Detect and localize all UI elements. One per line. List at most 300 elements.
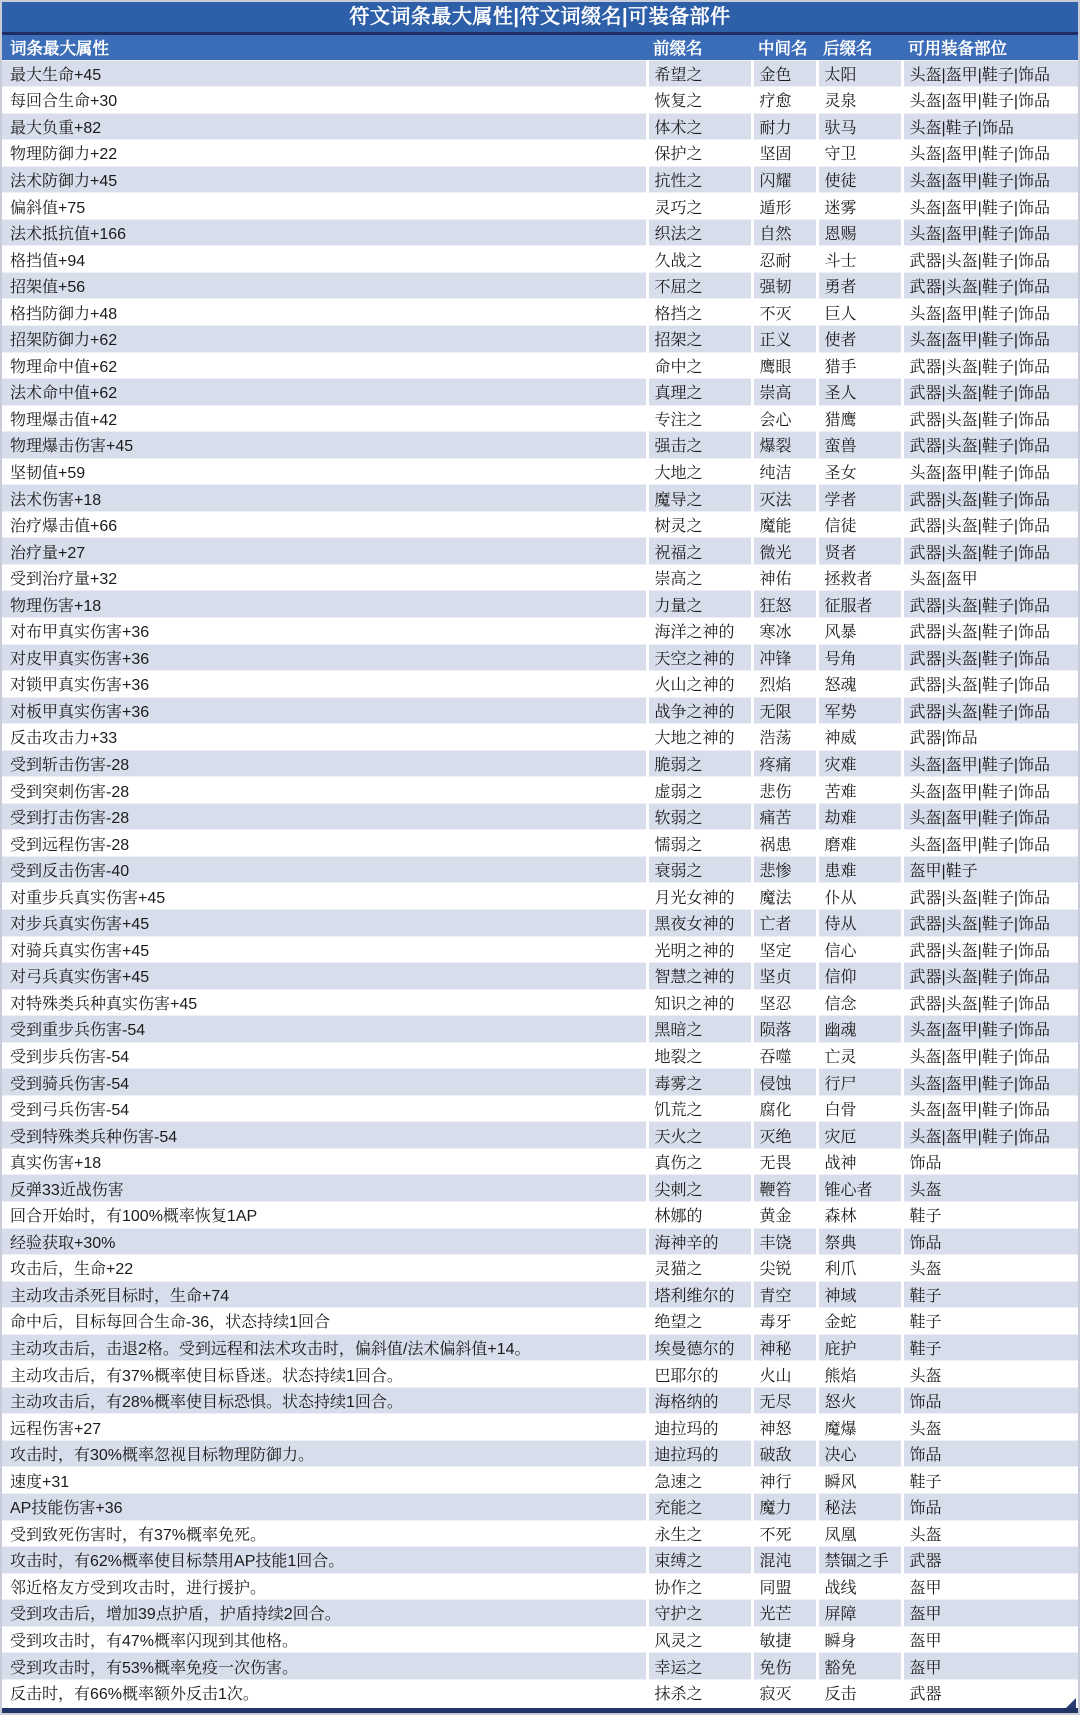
middle-cell: 神怒 bbox=[752, 1414, 817, 1441]
slots-cell: 武器|头盔|鞋子|饰品 bbox=[902, 538, 1078, 565]
slots-cell: 饰品 bbox=[902, 1440, 1078, 1467]
attr-cell: 对步兵真实伤害+45 bbox=[2, 910, 647, 937]
middle-cell: 狂怒 bbox=[752, 591, 817, 618]
prefix-cell: 脆弱之 bbox=[647, 750, 752, 777]
prefix-cell: 懦弱之 bbox=[647, 830, 752, 857]
suffix-cell: 凤凰 bbox=[817, 1520, 902, 1547]
prefix-cell: 永生之 bbox=[647, 1520, 752, 1547]
suffix-cell: 风暴 bbox=[817, 617, 902, 644]
table-row bbox=[2, 936, 1078, 963]
slots-cell: 武器|头盔|鞋子|饰品 bbox=[902, 644, 1078, 671]
slots-cell: 鞋子 bbox=[902, 1467, 1078, 1494]
middle-cell: 悲惨 bbox=[752, 856, 817, 883]
prefix-cell: 束缚之 bbox=[647, 1547, 752, 1574]
bottom-border-bar bbox=[2, 1708, 1078, 1713]
attr-cell: 受到攻击时，有53%概率免疫一次伤害。 bbox=[2, 1653, 647, 1680]
prefix-cell: 海洋之神的 bbox=[647, 617, 752, 644]
attr-cell: 法术伤害+18 bbox=[2, 485, 647, 512]
slots-cell: 头盔 bbox=[902, 1175, 1078, 1202]
suffix-cell: 猎鹰 bbox=[817, 405, 902, 432]
slots-cell: 头盔|盔甲|鞋子|饰品 bbox=[902, 458, 1078, 485]
middle-cell: 微光 bbox=[752, 538, 817, 565]
prefix-cell: 抗性之 bbox=[647, 166, 752, 193]
table-row bbox=[2, 1308, 1078, 1335]
table-row bbox=[2, 1175, 1078, 1202]
slots-cell: 头盔|盔甲|鞋子|饰品 bbox=[902, 1095, 1078, 1122]
suffix-cell: 信念 bbox=[817, 989, 902, 1016]
middle-cell: 痛苦 bbox=[752, 803, 817, 830]
middle-cell: 冲锋 bbox=[752, 644, 817, 671]
table-row bbox=[2, 1042, 1078, 1069]
suffix-cell: 信徒 bbox=[817, 511, 902, 538]
middle-cell: 不灭 bbox=[752, 299, 817, 326]
middle-cell: 爆裂 bbox=[752, 432, 817, 459]
prefix-cell: 灵巧之 bbox=[647, 193, 752, 220]
slots-cell: 头盔|盔甲|鞋子|饰品 bbox=[902, 60, 1078, 87]
attr-cell: 命中后，目标每回合生命-36，状态持续1回合 bbox=[2, 1308, 647, 1335]
middle-cell: 侵蚀 bbox=[752, 1069, 817, 1096]
middle-cell: 不死 bbox=[752, 1520, 817, 1547]
slots-cell: 盔甲 bbox=[902, 1626, 1078, 1653]
attr-cell: 受到致死伤害时，有37%概率免死。 bbox=[2, 1520, 647, 1547]
table-row bbox=[2, 379, 1078, 406]
middle-cell: 悲伤 bbox=[752, 777, 817, 804]
slots-cell: 头盔|盔甲|鞋子|饰品 bbox=[902, 299, 1078, 326]
table-row bbox=[2, 1679, 1078, 1706]
attr-cell: 招架防御力+62 bbox=[2, 325, 647, 352]
suffix-cell: 行尸 bbox=[817, 1069, 902, 1096]
middle-cell: 灭法 bbox=[752, 485, 817, 512]
table-row bbox=[2, 883, 1078, 910]
prefix-cell: 饥荒之 bbox=[647, 1095, 752, 1122]
prefix-cell: 树灵之 bbox=[647, 511, 752, 538]
table-row bbox=[2, 1626, 1078, 1653]
middle-cell: 疗愈 bbox=[752, 87, 817, 114]
suffix-cell: 圣人 bbox=[817, 379, 902, 406]
attr-cell: 每回合生命+30 bbox=[2, 87, 647, 114]
prefix-cell: 林娜的 bbox=[647, 1202, 752, 1229]
prefix-cell: 火山之神的 bbox=[647, 671, 752, 698]
slots-cell: 头盔|盔甲|鞋子|饰品 bbox=[902, 140, 1078, 167]
prefix-cell: 灵猫之 bbox=[647, 1255, 752, 1282]
slots-cell: 头盔|盔甲|鞋子|饰品 bbox=[902, 87, 1078, 114]
prefix-cell: 尖刺之 bbox=[647, 1175, 752, 1202]
prefix-cell: 海神辛的 bbox=[647, 1228, 752, 1255]
attr-cell: 最大负重+82 bbox=[2, 113, 647, 140]
suffix-cell: 劫难 bbox=[817, 803, 902, 830]
suffix-cell: 金蛇 bbox=[817, 1308, 902, 1335]
attr-cell: 对特殊类兵种真实伤害+45 bbox=[2, 989, 647, 1016]
slots-cell: 盔甲 bbox=[902, 1573, 1078, 1600]
middle-cell: 神行 bbox=[752, 1467, 817, 1494]
table-row bbox=[2, 989, 1078, 1016]
suffix-cell: 学者 bbox=[817, 485, 902, 512]
prefix-cell: 光明之神的 bbox=[647, 936, 752, 963]
table-row bbox=[2, 1255, 1078, 1282]
suffix-cell: 守卫 bbox=[817, 140, 902, 167]
column-header-middle: 中间名 bbox=[752, 35, 817, 60]
middle-cell: 疼痛 bbox=[752, 750, 817, 777]
attr-cell: 受到打击伤害-28 bbox=[2, 803, 647, 830]
attr-cell: 受到突刺伤害-28 bbox=[2, 777, 647, 804]
slots-cell: 头盔 bbox=[902, 1361, 1078, 1388]
table-row bbox=[2, 1361, 1078, 1388]
slots-cell: 头盔|盔甲|鞋子|饰品 bbox=[902, 1016, 1078, 1043]
slots-cell: 头盔|盔甲|鞋子|饰品 bbox=[902, 750, 1078, 777]
table-row bbox=[2, 803, 1078, 830]
attr-cell: 对板甲真实伤害+36 bbox=[2, 697, 647, 724]
table-row bbox=[2, 538, 1078, 565]
slots-cell: 武器|头盔|鞋子|饰品 bbox=[902, 379, 1078, 406]
table-row bbox=[2, 1069, 1078, 1096]
slots-cell: 头盔|盔甲|鞋子|饰品 bbox=[902, 1069, 1078, 1096]
slots-cell: 武器|头盔|鞋子|饰品 bbox=[902, 617, 1078, 644]
middle-cell: 火山 bbox=[752, 1361, 817, 1388]
slots-cell: 武器|头盔|鞋子|饰品 bbox=[902, 352, 1078, 379]
attr-cell: 治疗爆击值+66 bbox=[2, 511, 647, 538]
attr-cell: 对锁甲真实伤害+36 bbox=[2, 671, 647, 698]
middle-cell: 鹰眼 bbox=[752, 352, 817, 379]
suffix-cell: 决心 bbox=[817, 1440, 902, 1467]
suffix-cell: 庇护 bbox=[817, 1334, 902, 1361]
prefix-cell: 风灵之 bbox=[647, 1626, 752, 1653]
suffix-cell: 战线 bbox=[817, 1573, 902, 1600]
suffix-cell: 怒火 bbox=[817, 1387, 902, 1414]
prefix-cell: 天空之神的 bbox=[647, 644, 752, 671]
middle-cell: 敏捷 bbox=[752, 1626, 817, 1653]
suffix-cell: 白骨 bbox=[817, 1095, 902, 1122]
suffix-cell: 斗士 bbox=[817, 246, 902, 273]
suffix-cell: 利爪 bbox=[817, 1255, 902, 1282]
prefix-cell: 大地之神的 bbox=[647, 724, 752, 751]
table-header bbox=[2, 35, 1078, 60]
slots-cell: 武器|头盔|鞋子|饰品 bbox=[902, 246, 1078, 273]
slots-cell: 头盔 bbox=[902, 1255, 1078, 1282]
suffix-cell: 圣女 bbox=[817, 458, 902, 485]
middle-cell: 吞噬 bbox=[752, 1042, 817, 1069]
prefix-cell: 大地之 bbox=[647, 458, 752, 485]
prefix-cell: 崇高之 bbox=[647, 564, 752, 591]
table-body bbox=[2, 60, 1078, 1706]
prefix-cell: 真伤之 bbox=[647, 1148, 752, 1175]
prefix-cell: 毒雾之 bbox=[647, 1069, 752, 1096]
table-row bbox=[2, 1228, 1078, 1255]
attr-cell: 对皮甲真实伤害+36 bbox=[2, 644, 647, 671]
table-row bbox=[2, 1467, 1078, 1494]
attr-cell: 受到治疗量+32 bbox=[2, 564, 647, 591]
middle-cell: 青空 bbox=[752, 1281, 817, 1308]
slots-cell: 武器|头盔|鞋子|饰品 bbox=[902, 697, 1078, 724]
suffix-cell: 苦难 bbox=[817, 777, 902, 804]
table-row bbox=[2, 777, 1078, 804]
middle-cell: 无尽 bbox=[752, 1387, 817, 1414]
middle-cell: 鞭笞 bbox=[752, 1175, 817, 1202]
table-row bbox=[2, 272, 1078, 299]
suffix-cell: 祭典 bbox=[817, 1228, 902, 1255]
middle-cell: 耐力 bbox=[752, 113, 817, 140]
suffix-cell: 禁锢之手 bbox=[817, 1547, 902, 1574]
slots-cell: 武器|头盔|鞋子|饰品 bbox=[902, 511, 1078, 538]
header-row bbox=[2, 35, 1078, 60]
middle-cell: 祸患 bbox=[752, 830, 817, 857]
table-row bbox=[2, 1148, 1078, 1175]
prefix-cell: 恢复之 bbox=[647, 87, 752, 114]
middle-cell: 陨落 bbox=[752, 1016, 817, 1043]
suffix-cell: 魔爆 bbox=[817, 1414, 902, 1441]
middle-cell: 尖锐 bbox=[752, 1255, 817, 1282]
slots-cell: 头盔|盔甲|鞋子|饰品 bbox=[902, 193, 1078, 220]
suffix-cell: 神威 bbox=[817, 724, 902, 751]
attr-cell: 对弓兵真实伤害+45 bbox=[2, 963, 647, 990]
slots-cell: 武器|头盔|鞋子|饰品 bbox=[902, 671, 1078, 698]
slots-cell: 头盔|盔甲|鞋子|饰品 bbox=[902, 325, 1078, 352]
middle-cell: 同盟 bbox=[752, 1573, 817, 1600]
table-row bbox=[2, 219, 1078, 246]
attr-cell: 受到步兵伤害-54 bbox=[2, 1042, 647, 1069]
prefix-cell: 迪拉玛的 bbox=[647, 1414, 752, 1441]
middle-cell: 坚定 bbox=[752, 936, 817, 963]
attr-cell: 坚韧值+59 bbox=[2, 458, 647, 485]
table-row bbox=[2, 458, 1078, 485]
slots-cell: 头盔 bbox=[902, 1520, 1078, 1547]
attr-cell: 反击攻击力+33 bbox=[2, 724, 647, 751]
prefix-cell: 虚弱之 bbox=[647, 777, 752, 804]
attr-cell: 偏斜值+75 bbox=[2, 193, 647, 220]
table-row bbox=[2, 140, 1078, 167]
suffix-cell: 秘法 bbox=[817, 1494, 902, 1521]
corner-triangle-decoration bbox=[1066, 1698, 1076, 1708]
middle-cell: 混沌 bbox=[752, 1547, 817, 1574]
prefix-cell: 绝望之 bbox=[647, 1308, 752, 1335]
column-header-suffix: 后缀名 bbox=[817, 35, 902, 60]
middle-cell: 神秘 bbox=[752, 1334, 817, 1361]
table-row bbox=[2, 671, 1078, 698]
slots-cell: 武器|头盔|鞋子|饰品 bbox=[902, 883, 1078, 910]
prefix-cell: 祝福之 bbox=[647, 538, 752, 565]
column-header-attribute: 词条最大属性 bbox=[2, 35, 647, 60]
prefix-cell: 充能之 bbox=[647, 1494, 752, 1521]
slots-cell: 盔甲 bbox=[902, 1653, 1078, 1680]
middle-cell: 坚忍 bbox=[752, 989, 817, 1016]
middle-cell: 会心 bbox=[752, 405, 817, 432]
prefix-cell: 衰弱之 bbox=[647, 856, 752, 883]
attr-cell: 物理爆击值+42 bbox=[2, 405, 647, 432]
middle-cell: 黄金 bbox=[752, 1202, 817, 1229]
suffix-cell: 屏障 bbox=[817, 1600, 902, 1627]
suffix-cell: 使者 bbox=[817, 325, 902, 352]
slots-cell: 鞋子 bbox=[902, 1281, 1078, 1308]
suffix-cell: 战神 bbox=[817, 1148, 902, 1175]
prefix-cell: 魔导之 bbox=[647, 485, 752, 512]
middle-cell: 光芒 bbox=[752, 1600, 817, 1627]
slots-cell: 武器|头盔|鞋子|饰品 bbox=[902, 989, 1078, 1016]
middle-cell: 崇高 bbox=[752, 379, 817, 406]
slots-cell: 头盔|盔甲 bbox=[902, 564, 1078, 591]
attr-cell: 最大生命+45 bbox=[2, 60, 647, 87]
table-row bbox=[2, 113, 1078, 140]
attr-cell: 攻击时，有62%概率使目标禁用AP技能1回合。 bbox=[2, 1547, 647, 1574]
attr-cell: 攻击后，生命+22 bbox=[2, 1255, 647, 1282]
suffix-cell: 亡灵 bbox=[817, 1042, 902, 1069]
table-row bbox=[2, 60, 1078, 87]
slots-cell: 盔甲 bbox=[902, 1600, 1078, 1627]
attr-cell: 对骑兵真实伤害+45 bbox=[2, 936, 647, 963]
attr-cell: 受到骑兵伤害-54 bbox=[2, 1069, 647, 1096]
slots-cell: 鞋子 bbox=[902, 1308, 1078, 1335]
suffix-cell: 幽魂 bbox=[817, 1016, 902, 1043]
middle-cell: 强韧 bbox=[752, 272, 817, 299]
attr-cell: 物理命中值+62 bbox=[2, 352, 647, 379]
attr-cell: 主动攻击后，击退2格。受到远程和法术攻击时，偏斜值/法术偏斜值+14。 bbox=[2, 1334, 647, 1361]
attr-cell: 治疗量+27 bbox=[2, 538, 647, 565]
table-row bbox=[2, 485, 1078, 512]
prefix-cell: 迪拉玛的 bbox=[647, 1440, 752, 1467]
prefix-cell: 急速之 bbox=[647, 1467, 752, 1494]
table-row bbox=[2, 910, 1078, 937]
prefix-cell: 希望之 bbox=[647, 60, 752, 87]
prefix-cell: 海格纳的 bbox=[647, 1387, 752, 1414]
table-row bbox=[2, 1202, 1078, 1229]
table-row bbox=[2, 246, 1078, 273]
rune-attributes-table bbox=[2, 35, 1078, 1706]
prefix-cell: 塔利维尔的 bbox=[647, 1281, 752, 1308]
middle-cell: 寂灭 bbox=[752, 1679, 817, 1706]
table-row bbox=[2, 1520, 1078, 1547]
suffix-cell: 信仰 bbox=[817, 963, 902, 990]
prefix-cell: 天火之 bbox=[647, 1122, 752, 1149]
middle-cell: 坚固 bbox=[752, 140, 817, 167]
prefix-cell: 招架之 bbox=[647, 325, 752, 352]
middle-cell: 腐化 bbox=[752, 1095, 817, 1122]
prefix-cell: 知识之神的 bbox=[647, 989, 752, 1016]
table-row bbox=[2, 1547, 1078, 1574]
attr-cell: 法术防御力+45 bbox=[2, 166, 647, 193]
page-title: 符文词条最大属性|符文词缀名|可装备部件 bbox=[2, 2, 1078, 35]
suffix-cell: 恩赐 bbox=[817, 219, 902, 246]
prefix-cell: 真理之 bbox=[647, 379, 752, 406]
table-row bbox=[2, 1600, 1078, 1627]
attr-cell: 受到攻击后，增加39点护盾，护盾持续2回合。 bbox=[2, 1600, 647, 1627]
attr-cell: 受到特殊类兵种伤害-54 bbox=[2, 1122, 647, 1149]
prefix-cell: 智慧之神的 bbox=[647, 963, 752, 990]
attr-cell: 受到斩击伤害-28 bbox=[2, 750, 647, 777]
suffix-cell: 蛮兽 bbox=[817, 432, 902, 459]
column-header-prefix: 前缀名 bbox=[647, 35, 752, 60]
suffix-cell: 太阳 bbox=[817, 60, 902, 87]
slots-cell: 武器|头盔|鞋子|饰品 bbox=[902, 485, 1078, 512]
middle-cell: 亡者 bbox=[752, 910, 817, 937]
slots-cell: 饰品 bbox=[902, 1494, 1078, 1521]
middle-cell: 无畏 bbox=[752, 1148, 817, 1175]
table-row bbox=[2, 1122, 1078, 1149]
middle-cell: 自然 bbox=[752, 219, 817, 246]
middle-cell: 坚贞 bbox=[752, 963, 817, 990]
suffix-cell: 磨难 bbox=[817, 830, 902, 857]
slots-cell: 盔甲|鞋子 bbox=[902, 856, 1078, 883]
prefix-cell: 软弱之 bbox=[647, 803, 752, 830]
middle-cell: 闪耀 bbox=[752, 166, 817, 193]
suffix-cell: 瞬身 bbox=[817, 1626, 902, 1653]
prefix-cell: 久战之 bbox=[647, 246, 752, 273]
table-row bbox=[2, 1281, 1078, 1308]
slots-cell: 武器 bbox=[902, 1547, 1078, 1574]
slots-cell: 武器|头盔|鞋子|饰品 bbox=[902, 963, 1078, 990]
attr-cell: 受到重步兵伤害-54 bbox=[2, 1016, 647, 1043]
prefix-cell: 地裂之 bbox=[647, 1042, 752, 1069]
attr-cell: 对布甲真实伤害+36 bbox=[2, 617, 647, 644]
slots-cell: 武器|头盔|鞋子|饰品 bbox=[902, 591, 1078, 618]
slots-cell: 武器|头盔|鞋子|饰品 bbox=[902, 272, 1078, 299]
attr-cell: 格挡值+94 bbox=[2, 246, 647, 273]
slots-cell: 头盔|盔甲|鞋子|饰品 bbox=[902, 830, 1078, 857]
slots-cell: 饰品 bbox=[902, 1228, 1078, 1255]
attr-cell: 物理伤害+18 bbox=[2, 591, 647, 618]
slots-cell: 饰品 bbox=[902, 1148, 1078, 1175]
prefix-cell: 强击之 bbox=[647, 432, 752, 459]
table-row bbox=[2, 1653, 1078, 1680]
suffix-cell: 熊焰 bbox=[817, 1361, 902, 1388]
slots-cell: 头盔|鞋子|饰品 bbox=[902, 113, 1078, 140]
table-row bbox=[2, 1494, 1078, 1521]
slots-cell: 武器|饰品 bbox=[902, 724, 1078, 751]
table-row bbox=[2, 564, 1078, 591]
middle-cell: 免伤 bbox=[752, 1653, 817, 1680]
middle-cell: 遁形 bbox=[752, 193, 817, 220]
prefix-cell: 抹杀之 bbox=[647, 1679, 752, 1706]
suffix-cell: 巨人 bbox=[817, 299, 902, 326]
suffix-cell: 瞬风 bbox=[817, 1467, 902, 1494]
suffix-cell: 锥心者 bbox=[817, 1175, 902, 1202]
attr-cell: 经验获取+30% bbox=[2, 1228, 647, 1255]
slots-cell: 头盔|盔甲|鞋子|饰品 bbox=[902, 803, 1078, 830]
middle-cell: 纯洁 bbox=[752, 458, 817, 485]
slots-cell: 头盔 bbox=[902, 1414, 1078, 1441]
suffix-cell: 患难 bbox=[817, 856, 902, 883]
middle-cell: 毒牙 bbox=[752, 1308, 817, 1335]
slots-cell: 鞋子 bbox=[902, 1334, 1078, 1361]
suffix-cell: 驮马 bbox=[817, 113, 902, 140]
middle-cell: 魔力 bbox=[752, 1494, 817, 1521]
table-row bbox=[2, 87, 1078, 114]
middle-cell: 金色 bbox=[752, 60, 817, 87]
attr-cell: 受到弓兵伤害-54 bbox=[2, 1095, 647, 1122]
table-row bbox=[2, 830, 1078, 857]
attr-cell: 邻近格友方受到攻击时，进行援护。 bbox=[2, 1573, 647, 1600]
prefix-cell: 黑夜女神的 bbox=[647, 910, 752, 937]
slots-cell: 武器|头盔|鞋子|饰品 bbox=[902, 910, 1078, 937]
suffix-cell: 神域 bbox=[817, 1281, 902, 1308]
table-row bbox=[2, 617, 1078, 644]
suffix-cell: 征服者 bbox=[817, 591, 902, 618]
middle-cell: 忍耐 bbox=[752, 246, 817, 273]
table-row bbox=[2, 432, 1078, 459]
attr-cell: 攻击时，有30%概率忽视目标物理防御力。 bbox=[2, 1440, 647, 1467]
suffix-cell: 勇者 bbox=[817, 272, 902, 299]
prefix-cell: 专注之 bbox=[647, 405, 752, 432]
middle-cell: 神佑 bbox=[752, 564, 817, 591]
attr-cell: AP技能伤害+36 bbox=[2, 1494, 647, 1521]
table-row bbox=[2, 724, 1078, 751]
suffix-cell: 信心 bbox=[817, 936, 902, 963]
attr-cell: 反击时，有66%概率额外反击1次。 bbox=[2, 1679, 647, 1706]
suffix-cell: 反击 bbox=[817, 1679, 902, 1706]
slots-cell: 头盔|盔甲|鞋子|饰品 bbox=[902, 166, 1078, 193]
table-row bbox=[2, 166, 1078, 193]
prefix-cell: 守护之 bbox=[647, 1600, 752, 1627]
table-row bbox=[2, 1387, 1078, 1414]
middle-cell: 寒冰 bbox=[752, 617, 817, 644]
table-row bbox=[2, 963, 1078, 990]
